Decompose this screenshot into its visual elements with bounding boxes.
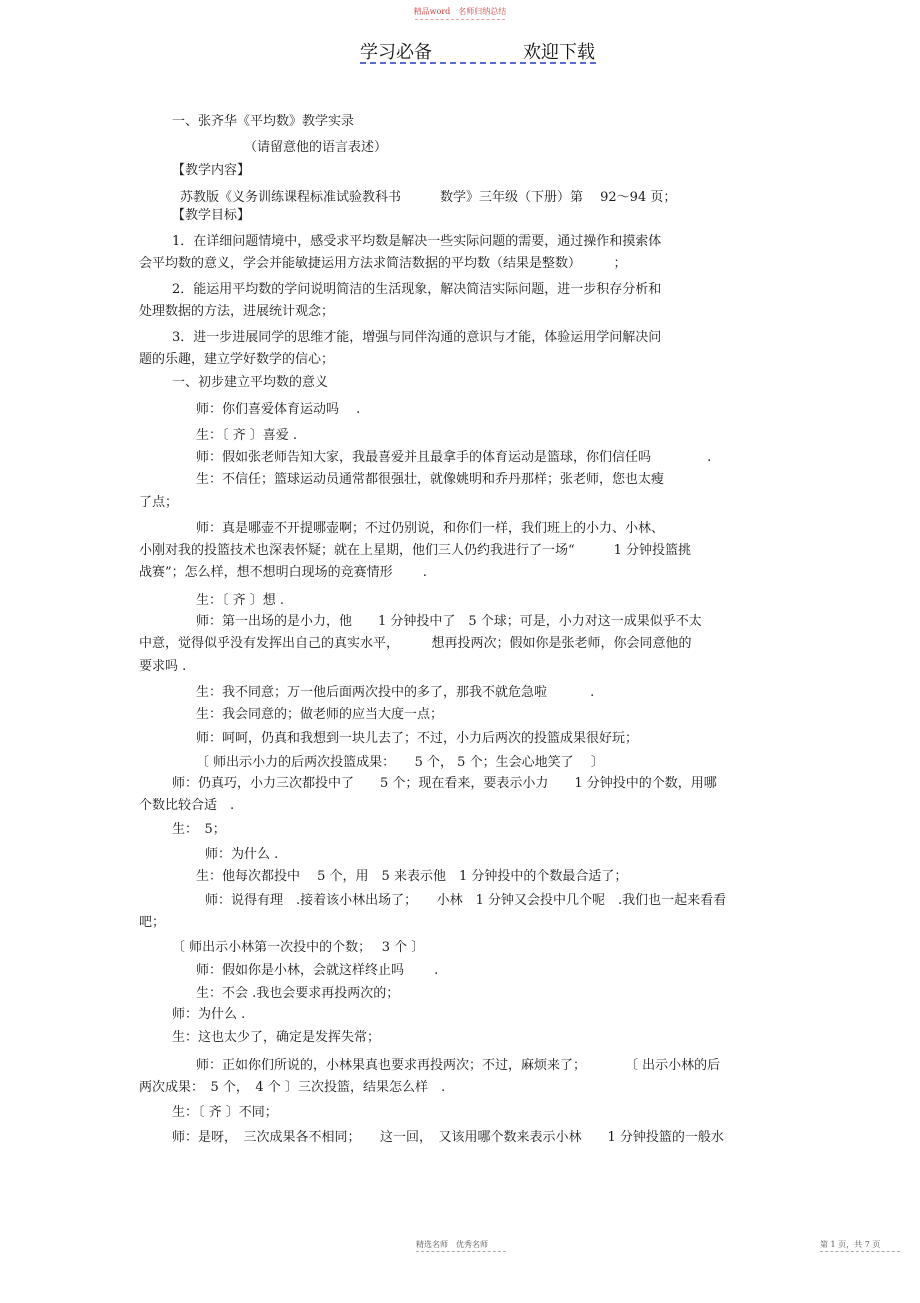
top-rule — [415, 19, 505, 20]
text-line: 生：我会同意的；做老师的应当大度一点； — [196, 707, 444, 722]
text-line: 师：第一出场的是小力，他 1 分钟投中了 5 个球；可是，小力对这一成果似乎不太 — [196, 614, 702, 629]
text-line: 师：说得有理 .接着该小林出场了； 小林 1 分钟又会投中几个呢 .我们也一起来看看 — [205, 893, 727, 908]
text-line: 生：不会 .我也会要求再投两次的； — [196, 986, 400, 1001]
text-line: 会平均数的意义，学会并能敏捷运用方法求简洁数据的平均数（结果是整数） ； — [139, 256, 627, 271]
text-line: 1．在详细问题情境中，感受求平均数是解决一些实际问题的需要，通过操作和摸索体 — [172, 234, 662, 249]
text-line: 生：不信任；篮球运动员通常都很强壮，就像姚明和乔丹那样；张老师，您也太瘦 — [196, 472, 665, 487]
text-line: 苏教版《义务训练课程标准试验教科书 数学》三年级（下册）第 92～94 页； — [180, 190, 677, 205]
text-line: 生：〔 齐 〕喜爱 . — [196, 428, 298, 443]
page-number: 第 1 页，共 7 页 — [820, 1240, 881, 1249]
text-line: 3．进一步进展同学的思维才能，增强与同伴沟通的意识与才能，体验运用学问解决问 — [172, 330, 662, 345]
text-line: 两次成果： 5 个， 4 个 〕三次投篮，结果怎么样 . — [139, 1080, 446, 1095]
top-watermark: 精品word 名师归纳总结 — [413, 7, 507, 16]
footer-rule-center — [416, 1251, 506, 1252]
text-line: 处理数据的方法，进展统计观念； — [139, 304, 335, 319]
footer-rule-right — [820, 1251, 900, 1252]
text-line: 【教学内容】 — [172, 163, 251, 178]
text-line: 生：〔 齐 〕想 . — [196, 593, 285, 608]
text-line: 吧； — [139, 915, 166, 930]
text-line: 师：假如你是小林，会就这样终止吗 . — [196, 963, 439, 978]
text-line: 生：〔 齐 〕不同； — [172, 1105, 278, 1120]
text-line: 师：为什么 . — [172, 1007, 246, 1022]
text-line: （请留意他的语言表述） — [244, 140, 388, 155]
text-line: 2．能运用平均数的学问说明简洁的生活现象，解决简洁实际问题，进一步积存分析和 — [172, 282, 662, 297]
text-line: 一、初步建立平均数的意义 — [172, 375, 329, 390]
text-line: 生：我不同意；万一他后面两次投中的多了，那我不就危急啦 . — [196, 685, 595, 700]
header-left: 学习必备 — [360, 42, 432, 63]
text-line: 【教学目标】 — [172, 208, 251, 223]
text-line: 师：真是哪壶不开提哪壶啊；不过仍别说，和你们一样，我们班上的小力、小林、 — [196, 521, 665, 536]
text-line: 师：为什么 . — [205, 847, 279, 862]
text-line: 了点； — [139, 495, 179, 510]
text-line: 小刚对我的投篮技术也深表怀疑；就在上星期，他们三人仍约我进行了一场“ 1 分钟投篮挑 — [139, 543, 692, 558]
text-line: 生：他每次都投中 5 个，用 5 来表示他 1 分钟投中的个数最合适了； — [196, 869, 628, 884]
text-line: 战赛”；怎么样，想不想明白现场的竞赛情形 . — [139, 565, 427, 580]
header-right: 欢迎下载 — [523, 42, 595, 63]
footer-center: 精选名师 优秀名师 — [416, 1240, 488, 1249]
text-line: 师：是呀， 三次成果各不相同； 这一回， 又该用哪个数来表示小林 1 分钟投篮的一般水 — [172, 1130, 724, 1145]
text-line: 师：呵呵，仍真和我想到一块儿去了；不过，小力后两次的投篮成果很好玩； — [196, 731, 639, 746]
text-line: 要求吗 . — [139, 659, 187, 674]
text-line: 生：这也太少了，确定是发挥失常； — [172, 1030, 381, 1045]
text-line: 一、张齐华《平均数》教学实录 — [172, 114, 355, 129]
text-line: 师：你们喜爱体育运动吗 . — [196, 402, 361, 417]
text-line: 〔 师出示小力的后两次投篮成果： 5 个， 5 个；生会心地笑了 〕 — [196, 755, 604, 770]
text-line: 师：假如张老师告知大家，我最喜爱并且最拿手的体育运动是篮球，你们信任吗 . — [196, 450, 712, 465]
text-line: 生： 5； — [172, 822, 226, 837]
text-line: 个数比较合适 . — [139, 798, 235, 813]
text-line: 师：正如你们所说的，小林果真也要求再投两次；不过，麻烦来了； 〔 出示小林的后 — [196, 1058, 721, 1073]
text-line: 中意，觉得似乎没有发挥出自己的真实水平， 想再投两次；假如你是张老师，你会同意他的 — [139, 636, 692, 651]
header-rule — [360, 62, 596, 64]
text-line: 师：仍真巧，小力三次都投中了 5 个；现在看来，要表示小力 1 分钟投中的个数，用哪 — [172, 776, 717, 791]
text-line: 〔 师出示小林第一次投中的个数； 3 个 〕 — [172, 940, 425, 955]
text-line: 题的乐趣，建立学好数学的信心； — [139, 352, 335, 367]
